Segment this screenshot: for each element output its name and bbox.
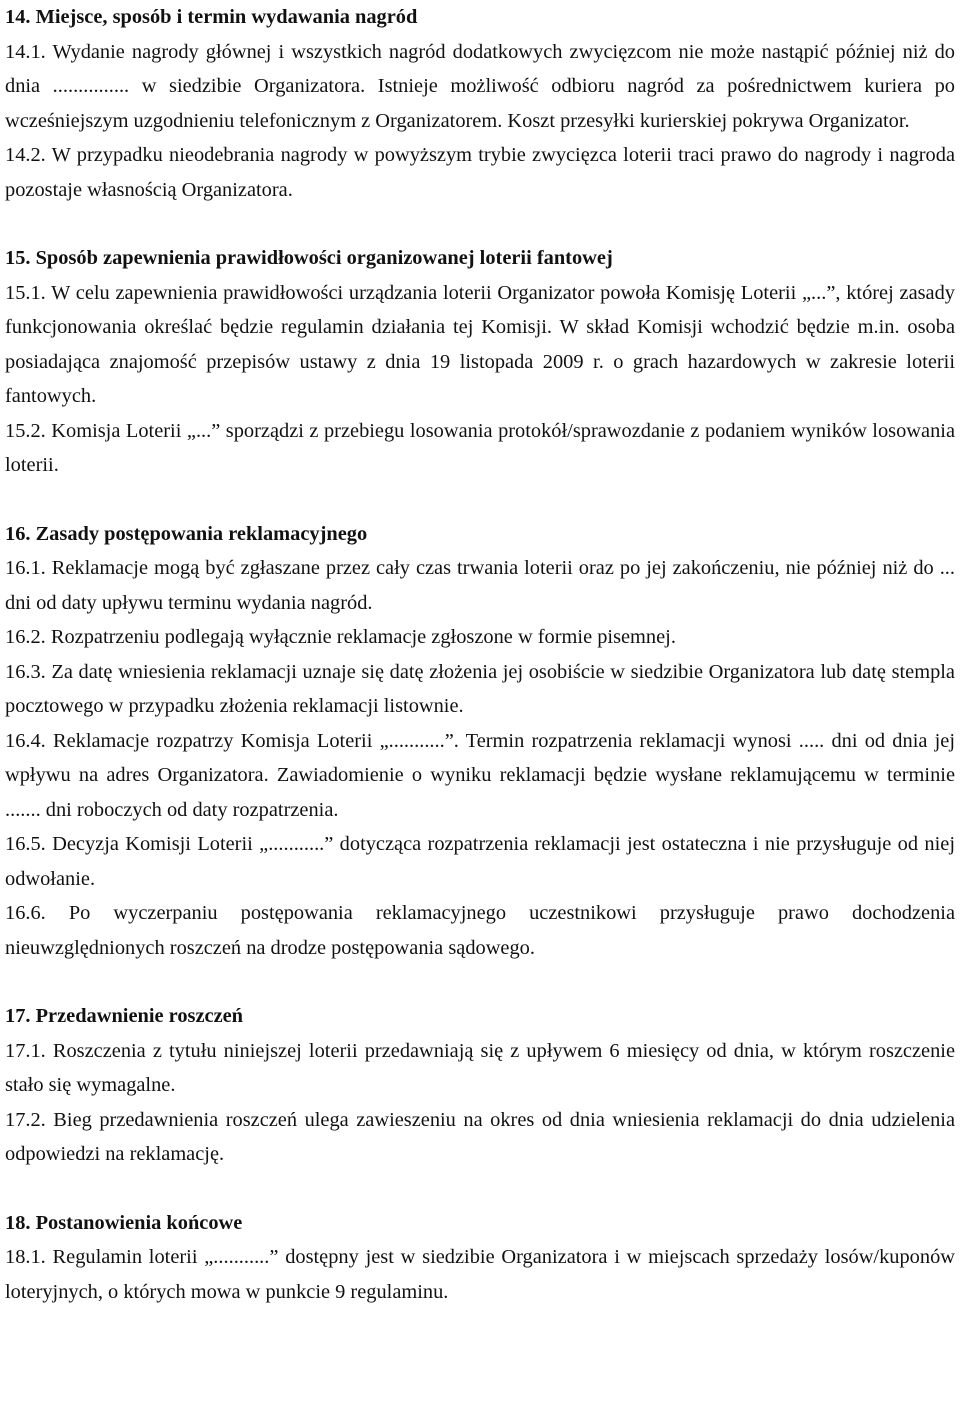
paragraph-16-3: 16.3. Za datę wniesienia reklamacji uznaje się datę złożenia jej osobiście w siedzibie Organizatora lub datę stempla pocztowego w przypadku złożenia reklamacji listownie. — [5, 660, 955, 717]
section-heading: 16. Zasady postępowania reklamacyjnego — [5, 522, 368, 545]
paragraph-16-1: 16.1. Reklamacje mogą być zgłaszane przez cały czas trwania loterii oraz po jej zakończeniu, nie później niż do ... dni od daty upływu terminu wydania nagród. — [5, 557, 955, 614]
paragraph-14-1: 14.1. Wydanie nagrody głównej i wszystkich nagród dodatkowych zwycięzcom nie może nastąpić później niż do dnia ............... w siedzibie Organizatora. Istnieje możliwość odbioru nagród za pośrednictwem kuriera po wcześniejszym uzgodnieniu telefonicznym z Organizatorem. Koszt przesyłki kurierskiej pokrywa Organizator. — [5, 40, 955, 132]
section-15 — [5, 241, 955, 483]
paragraph-18-1: 18.1. Regulamin loterii „...........” dostępny jest w siedzibie Organizatora i w miejscach sprzedaży losów/kuponów loteryjnych, o których mowa w punkcie 9 regulaminu. — [5, 1246, 955, 1303]
paragraph-14-2: 14.2. W przypadku nieodebrania nagrody w powyższym trybie zwycięzca loterii traci prawo do nagrody i nagroda pozostaje własnością Organizatora. — [5, 144, 955, 201]
section-17 — [5, 999, 955, 1172]
paragraph-16-6: 16.6. Po wyczerpaniu postępowania reklamacyjnego uczestnikowi przysługuje prawo dochodzenia nieuwzględnionych roszczeń na drodze postępowania sądowego. — [5, 902, 955, 959]
paragraph-16-4: 16.4. Reklamacje rozpatrzy Komisja Loterii „...........”. Termin rozpatrzenia reklamacji wynosi ..... dni od dnia jej wpływu na adres Organizatora. Zawiadomienie o wyniku reklamacji będzie wysłane reklamującemu w terminie ....... dni roboczych od daty rozpatrzenia. — [5, 729, 955, 821]
section-heading: 18. Postanowienia końcowe — [5, 1211, 243, 1234]
paragraph-16-5: 16.5. Decyzja Komisji Loterii „...........” dotycząca rozpatrzenia reklamacji jest ostateczna i nie przysługuje od niej odwołanie. — [5, 833, 955, 890]
section-heading: 14. Miejsce, sposób i termin wydawania nagród — [5, 6, 418, 28]
section-heading: 17. Przedawnienie roszczeń — [5, 1005, 244, 1027]
paragraph-15-1: 15.1. W celu zapewnienia prawidłowości urządzania loterii Organizator powoła Komisję Loterii „...”, której zasady funkcjonowania określać będzie regulamin działania tej Komisji. W skład Komisji wchodzić będzie m.in. osoba posiadająca znajomość przepisów ustawy z dnia 19 listopada 2009 r. o grach hazardowych w zakresie loterii fantowych. — [5, 281, 955, 407]
paragraph-15-2: 15.2. Komisja Loterii „...” sporządzi z przebiegu losowania protokół/sprawozdanie z podaniem wyników losowania loterii. — [5, 419, 955, 476]
paragraph-16-2: 16.2. Rozpatrzeniu podlegają wyłącznie reklamacje zgłoszone w formie pisemnej. — [5, 626, 676, 648]
section-16 — [5, 517, 955, 966]
section-14 — [5, 0, 955, 207]
paragraph-17-2: 17.2. Bieg przedawnienia roszczeń ulega zawieszeniu na okres od dnia wniesienia reklamacji do dnia udzielenia odpowiedzi na reklamację. — [5, 1108, 955, 1165]
paragraph-17-1: 17.1. Roszczenia z tytułu niniejszej loterii przedawniają się z upływem 6 miesięcy od dnia, w którym roszczenie stało się wymagalne. — [5, 1039, 955, 1096]
section-18 — [5, 1206, 955, 1310]
section-heading: 15. Sposób zapewnienia prawidłowości organizowanej loterii fantowej — [5, 247, 613, 269]
